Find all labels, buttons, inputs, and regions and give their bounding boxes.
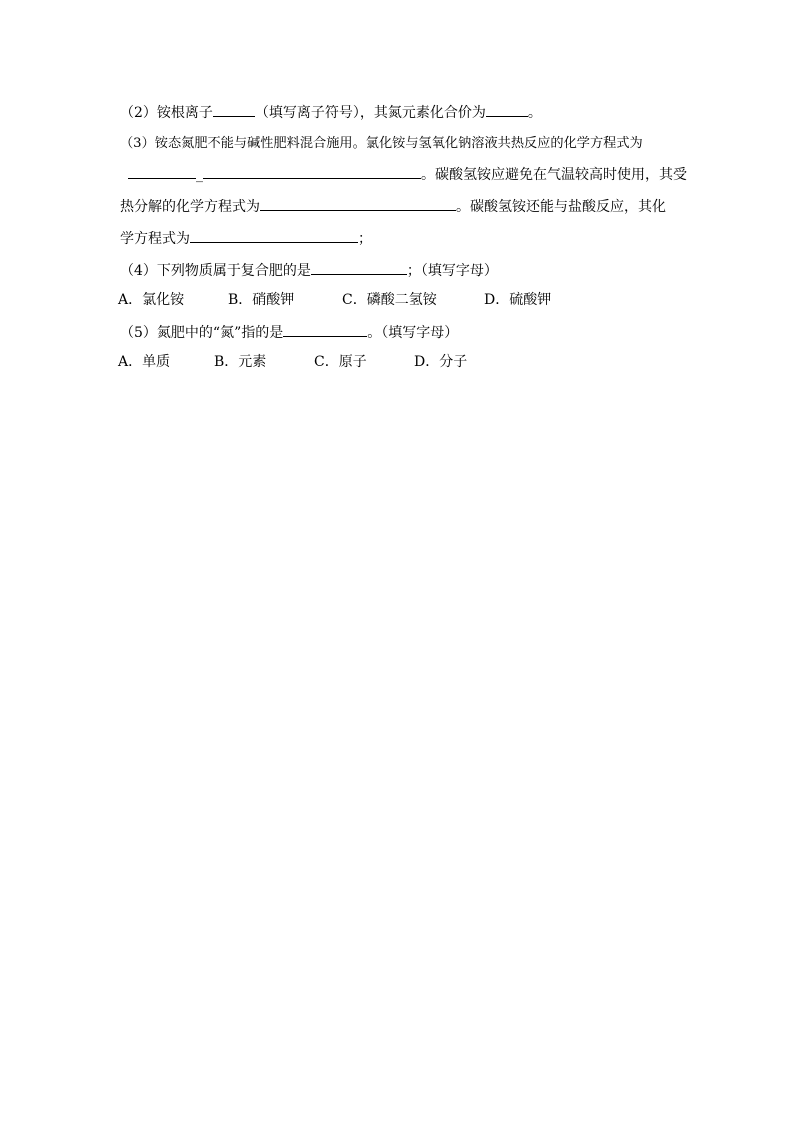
question-3-separator: _ [196,167,203,183]
answer-blank-nh4cl-equation-a[interactable] [128,164,196,179]
answer-blank-ion-symbol[interactable] [213,102,255,117]
question-3-line-3 [120,196,666,216]
question-4-text-a: （4）下列物质属于复合肥的是 [120,263,311,279]
question-5-text-b: 。（填写字母） [367,325,459,341]
answer-blank-decomposition-equation[interactable] [260,196,456,211]
question-3-text-1: （3）铵态氮肥不能与碱性肥料混合施用。氯化铵与氢氧化钠溶液共热反应的化学方程式为 [120,136,643,151]
question-4-option-a[interactable]: A．氯化铵 [118,292,185,308]
question-5-option-a[interactable]: A．单质 [118,354,171,370]
question-3-line-4 [120,228,372,248]
question-2-text-b: （填写离子符号），其氮元素化合价为 [254,105,486,121]
question-5 [120,322,458,342]
question-4-text-b: ；（填写字母） [406,263,498,279]
question-2-text-a: （2）铵根离子 [120,105,213,121]
question-2-text-c: 。 [527,105,542,121]
question-3-text-4: 。碳酸氢铵还能与盐酸反应，其化 [456,199,666,215]
question-3-line-1 [120,134,643,154]
question-2 [120,102,542,122]
question-5-option-d[interactable]: D．分子 [414,354,468,370]
answer-blank-compound-fertilizer[interactable] [311,260,407,275]
answer-blank-nitrogen-meaning[interactable] [283,322,367,337]
question-4-option-c[interactable]: C．磷酸二氢铵 [342,292,437,308]
question-3-line-2 [128,164,687,184]
question-3-text-5: 学方程式为 [120,231,190,247]
question-3-text-2: 。碳酸氢铵应避免在气温较高时使用，其受 [421,167,687,183]
question-4 [120,260,498,280]
answer-blank-valence[interactable] [486,102,528,117]
question-3-text-6: ； [358,231,372,247]
question-3-text-3: 热分解的化学方程式为 [120,199,260,215]
question-5-option-b[interactable]: B．元素 [214,354,267,370]
answer-blank-hcl-equation[interactable] [190,228,358,243]
question-4-option-b[interactable]: B．硝酸钾 [228,292,295,308]
question-5-text-a: （5）氮肥中的“氮”指的是 [120,325,284,341]
answer-blank-nh4cl-equation-b[interactable] [203,164,421,179]
question-5-option-c[interactable]: C．原子 [314,354,367,370]
question-4-option-d[interactable]: D．硫酸钾 [484,292,552,308]
